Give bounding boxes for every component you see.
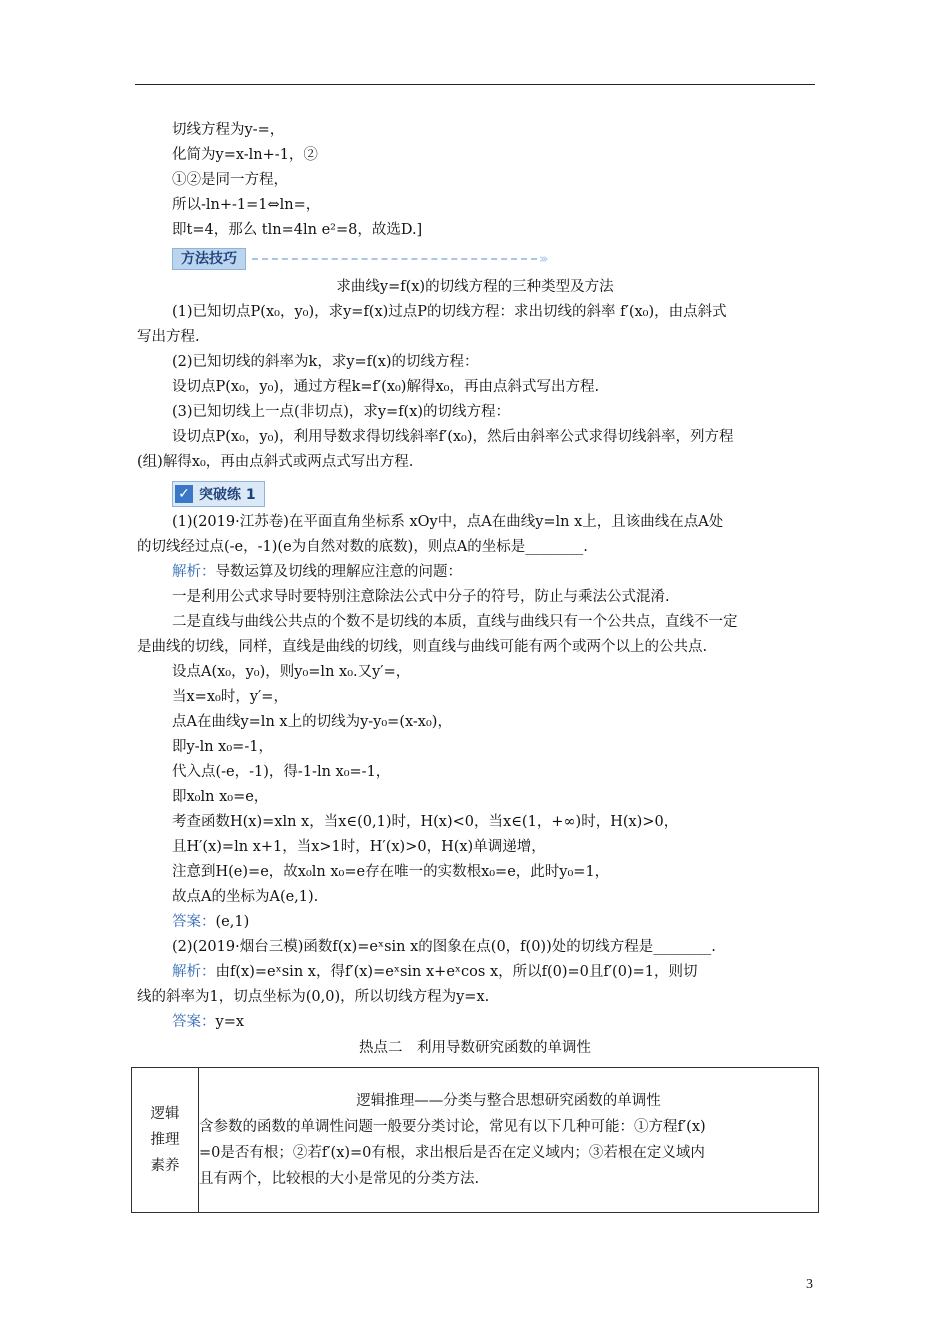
- text-line: (3)已知切线上一点(非切点)，求y=f(x)的切线方程：: [172, 404, 511, 420]
- jiexi-text: 导数运算及切线的理解应注意的问题：: [215, 564, 462, 580]
- question-line: (2)(2019·烟台三模)函数f(x)=eˣsin x的图象在点(0，f(0))处的切线方程是________.: [172, 939, 716, 955]
- text-line: 即t=4，那么 tln=4ln e²=8，故选D.]: [172, 222, 423, 238]
- table-text-line: 且有两个，比较根的大小是常见的分类方法.: [199, 1171, 480, 1187]
- answer-line: [172, 912, 249, 932]
- text-line: 且H′(x)=ln x+1，当x>1时，H′(x)>0，H(x)单调递增，: [172, 839, 546, 855]
- text-line: 点A在曲线y=ln x上的切线为y-y₀=(x-x₀)，: [172, 714, 452, 730]
- table-title: 逻辑推理——分类与整合思想研究函数的单调性: [356, 1093, 661, 1109]
- answer-label: 答案：: [172, 914, 216, 930]
- text-line: 写出方程.: [137, 329, 200, 345]
- jiexi-line: [172, 962, 697, 982]
- text-line: (1)已知切点P(x₀，y₀)，求y=f(x)过点P的切线方程：求出切线的斜率 f′(x₀)，由点斜式: [172, 304, 727, 320]
- text-line: 线的斜率为1，切点坐标为(0,0)，所以切线方程为y=x.: [137, 989, 490, 1005]
- text-line: 是曲线的切线，同样，直线是曲线的切线，则直线与曲线可能有两个或两个以上的公共点.: [137, 639, 708, 655]
- answer-text: y=x: [215, 1014, 245, 1030]
- jiexi-line: [172, 562, 462, 582]
- text-line: 二是直线与曲线公共点的个数不是切线的本质，直线与曲线只有一个公共点，直线不一定: [172, 614, 738, 630]
- double-chevron-icon: ›››: [539, 251, 546, 267]
- text-line: 当x=x₀时，y′=，: [172, 689, 288, 705]
- text-line: 即x₀ln x₀=e，: [172, 789, 269, 805]
- text-line: (2)已知切线的斜率为k，求y=f(x)的切线方程：: [172, 354, 479, 370]
- table-left-label: 推理: [150, 1132, 180, 1148]
- answer-text: (e,1): [215, 914, 250, 930]
- method-tag: [172, 248, 546, 270]
- text-line: 化简为y=x-ln+-1，②: [172, 147, 318, 163]
- practice-tag: [172, 481, 265, 507]
- page-number: 3: [806, 1277, 813, 1292]
- text-line: 设切点P(x₀，y₀)，利用导数求得切线斜率f′(x₀)，然后由斜率公式求得切线斜率，列方程: [172, 429, 734, 445]
- jiexi-text: 由f(x)=eˣsin x，得f′(x)=eˣsin x+eˣcos x，所以f(0)=0且f′(0)=1，则切: [215, 964, 698, 980]
- table-left-cell: [132, 1068, 199, 1213]
- text-line: 代入点(-e，-1)，得-1-ln x₀=-1，: [172, 764, 391, 780]
- tag-divider: [252, 258, 537, 260]
- text-line: 考查函数H(x)=xln x，当x∈(0,1)时，H(x)<0，当x∈(1，+∞)时，H(x)>0，: [172, 814, 679, 830]
- method-title: 求曲线y=f(x)的切线方程的三种类型及方法: [336, 279, 614, 295]
- table-left-label: 素养: [150, 1158, 180, 1174]
- header-rule: [135, 84, 815, 85]
- text-line: (组)解得x₀，再由点斜式或两点式写出方程.: [137, 454, 414, 470]
- text-line: 设切点P(x₀，y₀)，通过方程k=f′(x₀)解得x₀，再由点斜式写出方程.: [172, 379, 600, 395]
- table-text-line: 含参数的函数的单调性问题一般要分类讨论，常见有以下几种可能：①方程f′(x): [199, 1119, 706, 1135]
- text-line: 切线方程为y-=，: [172, 122, 285, 138]
- text-line: 所以-ln+-1=1⇔ln=，: [172, 197, 321, 213]
- checkmark-icon: ✓: [175, 485, 193, 503]
- table-left-label: 逻辑: [150, 1106, 180, 1122]
- method-tag-label: 方法技巧: [172, 248, 246, 270]
- question-line: 的切线经过点(-e，-1)(e为自然对数的底数)，则点A的坐标是________.: [137, 539, 588, 555]
- question-line: (1)(2019·江苏卷)在平面直角坐标系 xOy中，点A在曲线y=ln x上，且该曲线在点A处: [172, 514, 724, 530]
- jiexi-label: 解析：: [172, 964, 216, 980]
- text-line: 一是利用公式求导时要特别注意除法公式中分子的符号，防止与乘法公式混淆.: [172, 589, 670, 605]
- answer-line: [172, 1012, 244, 1032]
- jiexi-label: 解析：: [172, 564, 216, 580]
- text-line: ①②是同一方程，: [172, 172, 288, 188]
- table-right-cell: [199, 1068, 819, 1213]
- literacy-table: [131, 1067, 819, 1213]
- text-line: 设点A(x₀，y₀)，则y₀=ln x₀.又y′=，: [172, 664, 411, 680]
- text-line: 故点A的坐标为A(e,1).: [172, 889, 319, 905]
- text-line: 即y-ln x₀=-1，: [172, 739, 273, 755]
- table-text-line: =0是否有根；②若f′(x)=0有根，求出根后是否在定义域内；③若根在定义域内: [199, 1145, 705, 1161]
- practice-tag-label: 突破练 1: [199, 487, 256, 503]
- answer-label: 答案：: [172, 1014, 216, 1030]
- section-title: 热点二 利用导数研究函数的单调性: [359, 1040, 591, 1056]
- text-line: 注意到H(e)=e，故x₀ln x₀=e存在唯一的实数根x₀=e，此时y₀=1，: [172, 864, 610, 880]
